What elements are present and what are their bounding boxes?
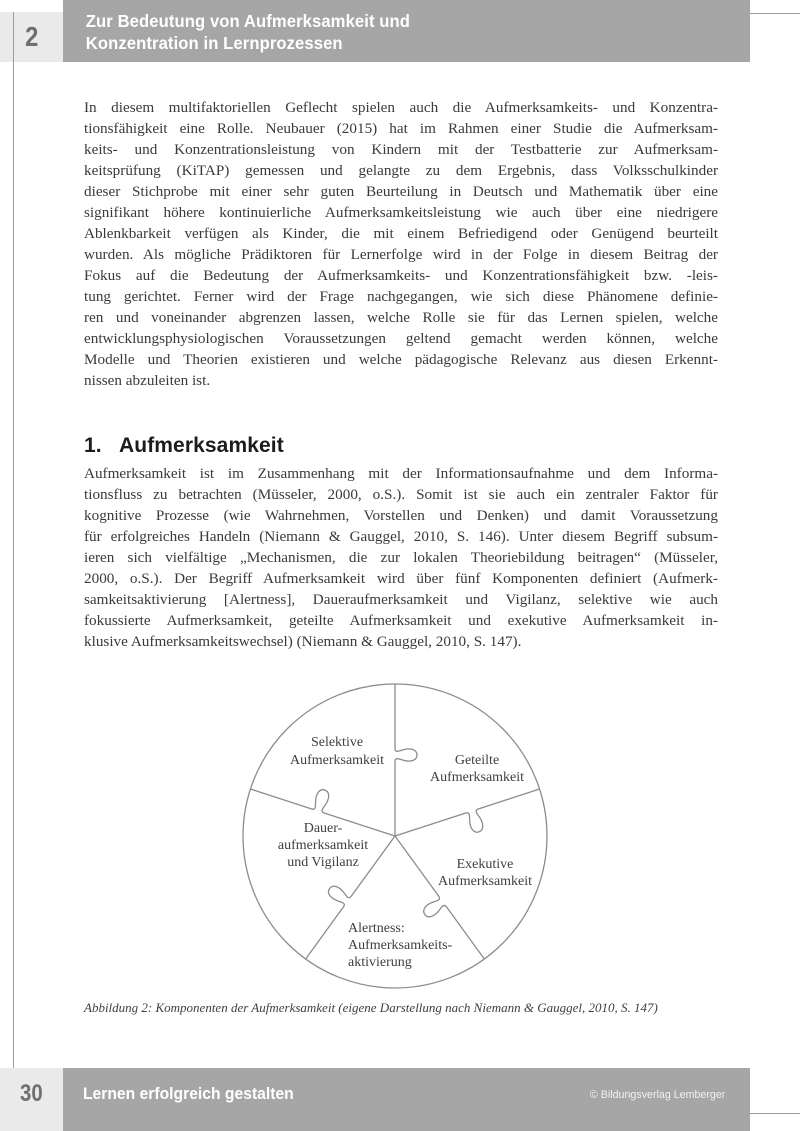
paragraph-line: kognitive Prozesse (wie Wahrnehmen, Vorstellen und Denken) und damit Voraussetzung xyxy=(84,507,718,524)
top-right-rule-line xyxy=(750,13,800,14)
paragraph-line: In diesem multifaktoriellen Geflecht spielen auch die Aufmerksamkeits- und Konzentra- xyxy=(84,99,718,116)
segment-label-alertness: aktivierung xyxy=(348,955,412,970)
paragraph-line: wurden. Als mögliche Prädiktoren für Lernerfolge wird in der Folge in diesem Beitrag der xyxy=(84,246,718,263)
segment-label-alertness: Aufmerksamkeits- xyxy=(348,938,453,953)
chapter-title-line1: Zur Bedeutung von Aufmerksamkeit und xyxy=(85,11,411,31)
page-number-box xyxy=(0,1068,63,1131)
chapter-number: 2 xyxy=(24,21,39,52)
section-heading xyxy=(84,434,284,458)
section-number: 1. xyxy=(84,434,102,457)
chapter-title xyxy=(63,0,716,54)
paragraph-line: entwicklungsphysiologischen Voraussetzungen geltend gemacht werden können, welche xyxy=(84,330,718,347)
paragraph-line: signifikant höhere kontinuierliche Aufmerksamkeitsleistung wie auch über eine niedrigere xyxy=(84,204,718,221)
segment-label-exekutive: Exekutive xyxy=(456,857,514,872)
paragraph-line: fokussierte Aufmerksamkeit, geteilte Aufmerksamkeit und exekutive Aufmerksamkeit in- xyxy=(84,612,718,629)
segment-label-geteilte: Geteilte xyxy=(454,753,500,768)
paragraph-line: nissen abzuleiten ist. xyxy=(84,372,211,389)
footer-book-title: Lernen erfolgreich gestalten xyxy=(82,1085,294,1103)
bottom-right-rule-line xyxy=(750,1113,800,1114)
paragraph-line: Fokus auf die Bedeutung der Aufmerksamkeits- und Konzentrationsfähigkeit bzw. -leis- xyxy=(84,267,718,284)
chapter-title-banner xyxy=(63,0,750,62)
segment-label-alertness: Alertness: xyxy=(348,921,405,936)
segment-label-dauer: aufmerksamkeit xyxy=(277,838,369,853)
segment-label-dauer: Dauer- xyxy=(303,821,343,836)
left-rule-line xyxy=(13,12,14,1114)
segment-label-dauer: und Vigilanz xyxy=(287,855,359,870)
segment-label-selektive: Selektive xyxy=(310,735,364,750)
paragraph-line: Ablenkbarkeit verfügen als Kinder, die mit einem Befriedigend oder Genügend beurteilt xyxy=(84,225,718,242)
paragraph-line: ren und voneinander abgrenzen lassen, welche Rolle sie für das Lernen spielen, welche xyxy=(84,309,718,326)
paragraph-line: Modelle und Theorien existieren und welche pädagogische Relevanz aus diesen Erkennt- xyxy=(84,351,718,368)
paragraph-line: tung gerichtet. Ferner wird der Frage nachgegangen, wie sich diese Phänomene definie- xyxy=(84,288,718,305)
puzzle-labels xyxy=(278,735,532,970)
chapter-title-line2: Konzentration in Lernprozessen xyxy=(85,33,343,53)
section-title: Aufmerksamkeit xyxy=(119,434,284,457)
paragraph-line: für erfolgreiches Handeln (Niemann & Gauggel, 2010, S. 146). Unter diesem Begriff subsum- xyxy=(84,528,718,545)
segment-label-geteilte: Aufmerksamkeit xyxy=(429,770,525,785)
paragraph-line: keitsprüfung (KiTAP) gemessen und gelangte zu dem Ergebnis, dass Volksschulkinder xyxy=(84,162,718,179)
chapter-number-box xyxy=(0,12,63,62)
attention-components-diagram xyxy=(235,676,555,996)
footer-copyright: © Bildungsverlag Lemberger xyxy=(590,1089,726,1101)
paragraph-line: klusive Aufmerksamkeitswechsel) (Niemann & Gauggel, 2010, S. 147). xyxy=(84,633,522,650)
puzzle-divider-right xyxy=(395,789,546,857)
paragraph-line: ieren sich vielfältige „Mechanismen, die zur lokalen Theoriebildung beitragen“ (Müsseler, xyxy=(84,549,718,566)
paragraph-line: 2000, o.S.). Der Begriff Aufmerksamkeit wird über fünf Komponenten definiert (Aufmerk- xyxy=(84,570,718,587)
figure-caption: Abbildung 2: Komponenten der Aufmerksamkeit (eigene Darstellung nach Niemann & Gauggel, 2010, S. 147) xyxy=(84,1000,658,1015)
section-paragraph xyxy=(84,463,718,652)
paragraph-line: tionsfluss zu betrachten (Müsseler, 2000, o.S.). Somit ist sie auch ein zentraler Faktor für xyxy=(84,486,718,503)
paragraph-line: dieser Stichprobe mit einer sehr guten Beurteilung in Deutsch und Mathematik über eine xyxy=(84,183,718,200)
puzzle-divider-top xyxy=(395,684,417,836)
segment-label-selektive: Aufmerksamkeit xyxy=(289,753,385,768)
paragraph-line: keits- und Konzentrationsleistung von Kindern mit der Testbatterie zur Aufmerksam- xyxy=(84,141,718,158)
paragraph-line: Aufmerksamkeit ist im Zusammenhang mit der Informationsaufnahme und dem Informa- xyxy=(84,465,718,482)
segment-label-exekutive: Aufmerksamkeit xyxy=(437,874,533,889)
paragraph-line: samkeitsaktivierung [Alertness], Daueraufmerksamkeit und Vigilanz, selektive wie auch xyxy=(84,591,718,608)
footer-bar xyxy=(63,1068,750,1131)
intro-paragraph xyxy=(84,97,718,391)
paragraph-line: tionsfähigkeit eine Rolle. Neubauer (2015) hat im Rahmen einer Studie die Aufmerksam- xyxy=(84,120,718,137)
page-number: 30 xyxy=(20,1080,43,1107)
